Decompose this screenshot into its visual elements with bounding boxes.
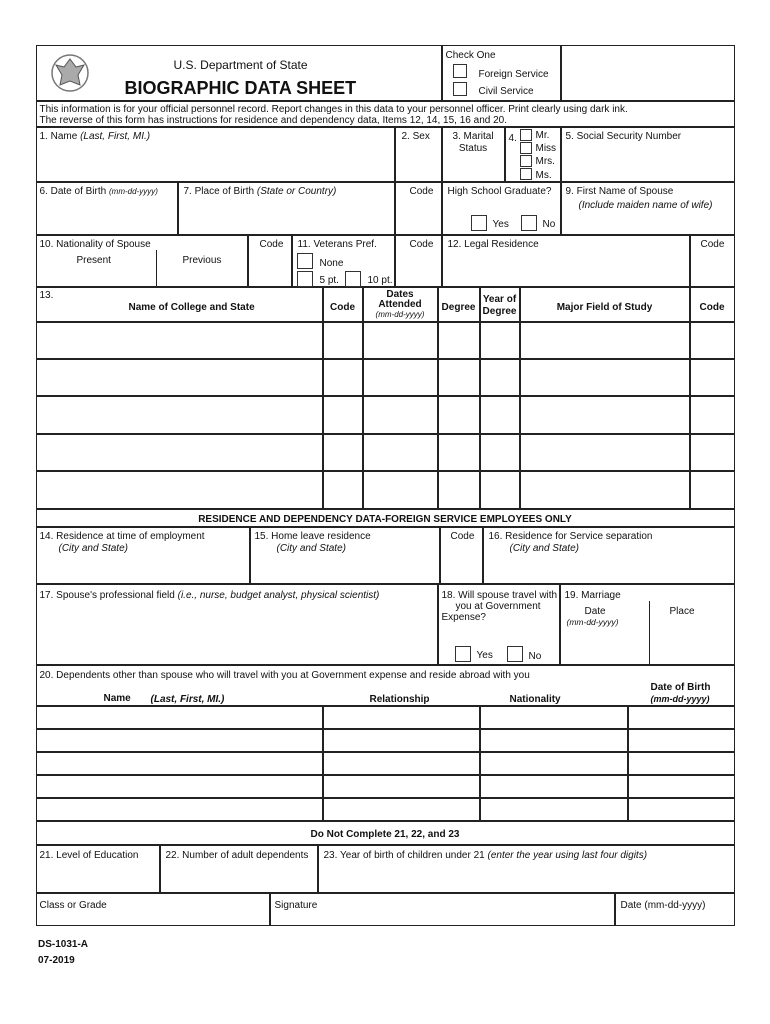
info-line-2: The reverse of this form has instructions for residence and dependency data, Items 12, 14, 15, 16 and 20. bbox=[39, 114, 507, 126]
dependent-cell[interactable] bbox=[480, 775, 628, 798]
education-cell[interactable] bbox=[438, 434, 480, 471]
dependent-cell[interactable] bbox=[36, 706, 323, 729]
name-label: 1. Name bbox=[39, 130, 78, 142]
travel-yes-checkbox[interactable] bbox=[455, 646, 471, 662]
dependent-cell[interactable] bbox=[36, 775, 323, 798]
education-cell[interactable] bbox=[690, 471, 735, 509]
r21-label: 21. Level of Education bbox=[39, 849, 139, 861]
marital-status-field[interactable] bbox=[442, 127, 505, 182]
nationality-spouse-field bbox=[36, 235, 248, 287]
education-cell[interactable] bbox=[520, 322, 690, 359]
education-cell[interactable] bbox=[438, 322, 480, 359]
education-cell[interactable] bbox=[480, 434, 520, 471]
dependent-cell[interactable] bbox=[628, 706, 735, 729]
dependent-cell[interactable] bbox=[480, 752, 628, 775]
vet-none-label: None bbox=[319, 257, 344, 269]
agency-name: U.S. Department of State bbox=[173, 57, 308, 72]
dep-relationship-header: Relationship bbox=[369, 693, 430, 705]
home-leave-field[interactable] bbox=[250, 527, 440, 584]
office-use-cell bbox=[561, 45, 735, 101]
hs-no-checkbox[interactable] bbox=[521, 215, 537, 231]
education-cell[interactable] bbox=[363, 322, 438, 359]
home-leave-code-field[interactable] bbox=[440, 527, 483, 584]
major-label: Major Field of Study bbox=[556, 301, 653, 313]
check-one-label: Check One bbox=[445, 49, 496, 61]
mr-checkbox[interactable] bbox=[520, 129, 532, 141]
education-cell[interactable] bbox=[480, 396, 520, 434]
dependent-cell[interactable] bbox=[480, 729, 628, 752]
dependent-cell[interactable] bbox=[480, 706, 628, 729]
education-cell[interactable] bbox=[323, 396, 363, 434]
education-cell[interactable] bbox=[323, 434, 363, 471]
education-cell[interactable] bbox=[690, 396, 735, 434]
pob-label: 7. Place of Birth bbox=[183, 185, 255, 197]
code-label: Code bbox=[450, 530, 475, 542]
r15-hint: (City and State) bbox=[276, 542, 346, 554]
form-number: DS-1031-A bbox=[38, 939, 89, 950]
foreign-service-label: Foreign Service bbox=[478, 68, 549, 80]
office-section-title: Do Not Complete 21, 22, and 23 bbox=[310, 828, 460, 840]
code-label: Code bbox=[259, 238, 284, 250]
civil-service-label: Civil Service bbox=[478, 85, 534, 97]
dob-hint: (mm-dd-yyyy) bbox=[108, 186, 158, 196]
marriage-place-label: Place bbox=[669, 605, 695, 617]
education-cell[interactable] bbox=[36, 471, 323, 509]
dependents-title: 20. Dependents other than spouse who will travel with you at Government expense and reside abroad with you bbox=[39, 669, 530, 681]
year-label: Year of bbox=[482, 293, 517, 305]
travel-no-checkbox[interactable] bbox=[507, 646, 523, 662]
college-header bbox=[36, 287, 323, 322]
education-cell[interactable] bbox=[480, 322, 520, 359]
residence-employment-field[interactable] bbox=[36, 527, 250, 584]
state-department-seal-icon bbox=[50, 51, 90, 95]
pob-field[interactable] bbox=[178, 182, 395, 235]
mr-label: Mr. bbox=[535, 129, 550, 141]
date-label: Date (mm-dd-yyyy) bbox=[620, 899, 706, 911]
class-label: Class or Grade bbox=[39, 899, 107, 911]
dependent-cell[interactable] bbox=[628, 798, 735, 821]
r23-hint: (enter the year using last four digits) bbox=[487, 849, 648, 861]
marital-label-2: Status bbox=[458, 142, 488, 154]
vet-code-field[interactable] bbox=[395, 235, 442, 287]
education-cell[interactable] bbox=[690, 359, 735, 396]
r23-label: 23. Year of birth of children under 21 bbox=[323, 849, 485, 861]
degree-header bbox=[438, 287, 480, 322]
spouse-profession-field[interactable] bbox=[36, 584, 438, 665]
dependent-cell[interactable] bbox=[323, 798, 480, 821]
separation-residence-field[interactable] bbox=[483, 527, 735, 584]
r15-label: 15. Home leave residence bbox=[254, 530, 371, 542]
info-line-1: This information is for your official personnel record. Report changes in this data to your personnel officer. Print clearly using dark ink. bbox=[39, 103, 628, 115]
dep-dob-hint: (mm-dd-yyyy) bbox=[650, 693, 710, 704]
title-field bbox=[505, 127, 561, 182]
spouse-label: 9. First Name of Spouse bbox=[565, 185, 674, 197]
r17-label: 17. Spouse's professional field bbox=[39, 589, 175, 601]
education-cell[interactable] bbox=[438, 359, 480, 396]
education-cell[interactable] bbox=[363, 359, 438, 396]
mrs-checkbox[interactable] bbox=[520, 155, 532, 167]
marriage-date-label: Date bbox=[584, 605, 606, 617]
code-header-label: Code bbox=[699, 301, 725, 313]
nationality-label: 10. Nationality of Spouse bbox=[39, 238, 151, 250]
civil-service-checkbox[interactable] bbox=[453, 82, 467, 96]
signature-field[interactable] bbox=[270, 893, 615, 926]
marriage-field bbox=[560, 584, 735, 665]
form-revision: 07-2019 bbox=[38, 955, 75, 966]
r22-label: 22. Number of adult dependents bbox=[165, 849, 309, 861]
education-cell[interactable] bbox=[438, 396, 480, 434]
residence-section-title: RESIDENCE AND DEPENDENCY DATA-FOREIGN SERVICE EMPLOYEES ONLY bbox=[198, 513, 572, 525]
vet-10pt-checkbox[interactable] bbox=[345, 271, 361, 287]
dependent-cell[interactable] bbox=[323, 729, 480, 752]
info-cell bbox=[36, 101, 735, 127]
dependent-cell[interactable] bbox=[323, 706, 480, 729]
education-cell[interactable] bbox=[520, 434, 690, 471]
pob-hint: (State or Country) bbox=[256, 185, 337, 197]
major-header bbox=[520, 287, 690, 322]
legal-label: 12. Legal Residence bbox=[447, 238, 539, 250]
dates-label: Dates bbox=[386, 288, 414, 300]
education-cell[interactable] bbox=[36, 434, 323, 471]
r18-label-2: you at Government bbox=[455, 600, 541, 612]
education-cell[interactable] bbox=[438, 471, 480, 509]
spouse-hint: (Include maiden name of wife) bbox=[578, 199, 713, 211]
education-cell[interactable] bbox=[480, 359, 520, 396]
name-field[interactable] bbox=[36, 127, 395, 182]
children-birth-years-field[interactable] bbox=[318, 845, 735, 893]
education-cell[interactable] bbox=[363, 434, 438, 471]
hs-graduate-field bbox=[442, 182, 561, 235]
dates-label-2: Attended bbox=[378, 298, 422, 310]
vet-10pt-label: 10 pt. bbox=[367, 274, 393, 286]
education-cell[interactable] bbox=[520, 471, 690, 509]
sex-field[interactable] bbox=[395, 127, 442, 182]
dependent-cell[interactable] bbox=[628, 752, 735, 775]
r14-label: 14. Residence at time of employment bbox=[39, 530, 205, 542]
marriage-date-hint: (mm-dd-yyyy) bbox=[566, 616, 619, 627]
dep-name-hint: (Last, First, MI.) bbox=[150, 693, 225, 705]
r16-hint: (City and State) bbox=[509, 542, 579, 554]
dependent-cell[interactable] bbox=[36, 752, 323, 775]
dependent-cell[interactable] bbox=[480, 798, 628, 821]
code-label: Code bbox=[409, 238, 434, 250]
hs-yes-checkbox[interactable] bbox=[471, 215, 487, 231]
major-code-header bbox=[690, 287, 735, 322]
check-one-cell bbox=[442, 45, 561, 101]
education-cell[interactable] bbox=[520, 359, 690, 396]
year-label-2: Degree bbox=[482, 305, 517, 317]
education-cell[interactable] bbox=[690, 434, 735, 471]
education-cell[interactable] bbox=[36, 396, 323, 434]
dependent-cell[interactable] bbox=[628, 729, 735, 752]
nationality-code-field[interactable] bbox=[248, 235, 292, 287]
college-header-label: Name of College and State bbox=[128, 301, 255, 313]
ms-label: Ms. bbox=[535, 169, 552, 181]
dob-label: 6. Date of Birth bbox=[39, 185, 107, 197]
hs-no-label: No bbox=[542, 218, 556, 230]
dep-name-header: Name bbox=[103, 692, 131, 704]
education-num: 13. bbox=[39, 289, 54, 301]
dob-field[interactable] bbox=[36, 182, 178, 235]
pob-code-field[interactable] bbox=[395, 182, 442, 235]
sex-label: 2. Sex bbox=[401, 130, 430, 142]
present-label: Present bbox=[76, 254, 111, 266]
spouse-name-field[interactable] bbox=[561, 182, 735, 235]
vet-5pt-checkbox[interactable] bbox=[297, 271, 313, 287]
spouse-travel-field bbox=[438, 584, 560, 665]
miss-checkbox[interactable] bbox=[520, 142, 532, 154]
form-title: BIOGRAPHIC DATA SHEET bbox=[124, 77, 357, 98]
dep-dob-header: Date of Birth bbox=[650, 681, 711, 693]
dates-hint: (mm-dd-yyyy) bbox=[375, 309, 425, 319]
date-place-divider bbox=[649, 601, 650, 664]
ssn-field[interactable] bbox=[561, 127, 735, 182]
vet-label: 11. Veterans Pref. bbox=[297, 238, 377, 250]
signature-label: Signature bbox=[274, 899, 318, 911]
adult-dependents-field[interactable] bbox=[160, 845, 318, 893]
hs-yes-label: Yes bbox=[492, 218, 509, 230]
dependents-header bbox=[36, 665, 735, 706]
header-cell bbox=[36, 45, 442, 101]
miss-label: Miss bbox=[535, 142, 557, 154]
dependent-cell[interactable] bbox=[36, 798, 323, 821]
foreign-service-checkbox[interactable] bbox=[453, 64, 467, 78]
code-label: Code bbox=[700, 238, 725, 250]
code-label: Code bbox=[409, 185, 434, 197]
education-cell[interactable] bbox=[36, 322, 323, 359]
r14-hint: (City and State) bbox=[58, 542, 128, 554]
ssn-label: 5. Social Security Number bbox=[565, 130, 682, 142]
education-cell[interactable] bbox=[690, 322, 735, 359]
mrs-label: Mrs. bbox=[535, 155, 555, 167]
title-num: 4. bbox=[508, 132, 517, 144]
education-cell[interactable] bbox=[363, 396, 438, 434]
dates-header bbox=[363, 287, 438, 322]
office-section-header bbox=[36, 821, 735, 845]
dependent-cell[interactable] bbox=[323, 752, 480, 775]
education-cell[interactable] bbox=[36, 359, 323, 396]
education-cell[interactable] bbox=[480, 471, 520, 509]
r19-label: 19. Marriage bbox=[564, 589, 621, 601]
dep-nationality-header: Nationality bbox=[509, 693, 561, 705]
dependent-cell[interactable] bbox=[323, 775, 480, 798]
r17-hint: (i.e., nurse, budget analyst, physical scientist) bbox=[177, 589, 380, 601]
residence-section-header bbox=[36, 509, 735, 527]
date-field[interactable] bbox=[615, 893, 735, 926]
r16-label: 16. Residence for Service separation bbox=[488, 530, 653, 542]
vet-5pt-label: 5 pt. bbox=[319, 274, 339, 286]
code-header-label: Code bbox=[330, 301, 355, 313]
ms-checkbox[interactable] bbox=[520, 168, 532, 180]
education-level-field[interactable] bbox=[36, 845, 160, 893]
legal-code-field[interactable] bbox=[690, 235, 735, 287]
dependent-cell[interactable] bbox=[36, 729, 323, 752]
education-cell[interactable] bbox=[323, 359, 363, 396]
education-cell[interactable] bbox=[323, 471, 363, 509]
veterans-pref-field bbox=[292, 235, 395, 287]
dependent-cell[interactable] bbox=[628, 775, 735, 798]
hs-label: High School Graduate? bbox=[447, 185, 552, 197]
present-previous-divider bbox=[156, 250, 157, 286]
education-cell[interactable] bbox=[520, 396, 690, 434]
year-header bbox=[480, 287, 520, 322]
r18-label-3: Expense? bbox=[441, 611, 486, 623]
travel-yes-label: Yes bbox=[476, 649, 493, 661]
education-cell[interactable] bbox=[323, 322, 363, 359]
degree-label: Degree bbox=[441, 301, 476, 313]
marital-label: 3. Marital bbox=[452, 130, 494, 142]
vet-none-checkbox[interactable] bbox=[297, 253, 313, 269]
name-hint: (Last, First, MI.) bbox=[80, 130, 151, 142]
code-header bbox=[323, 287, 363, 322]
previous-label: Previous bbox=[182, 254, 222, 266]
travel-no-label: No bbox=[528, 650, 542, 662]
class-grade-field[interactable] bbox=[36, 893, 270, 926]
legal-residence-field[interactable] bbox=[442, 235, 690, 287]
r18-label: 18. Will spouse travel with bbox=[441, 589, 558, 601]
education-cell[interactable] bbox=[363, 471, 438, 509]
